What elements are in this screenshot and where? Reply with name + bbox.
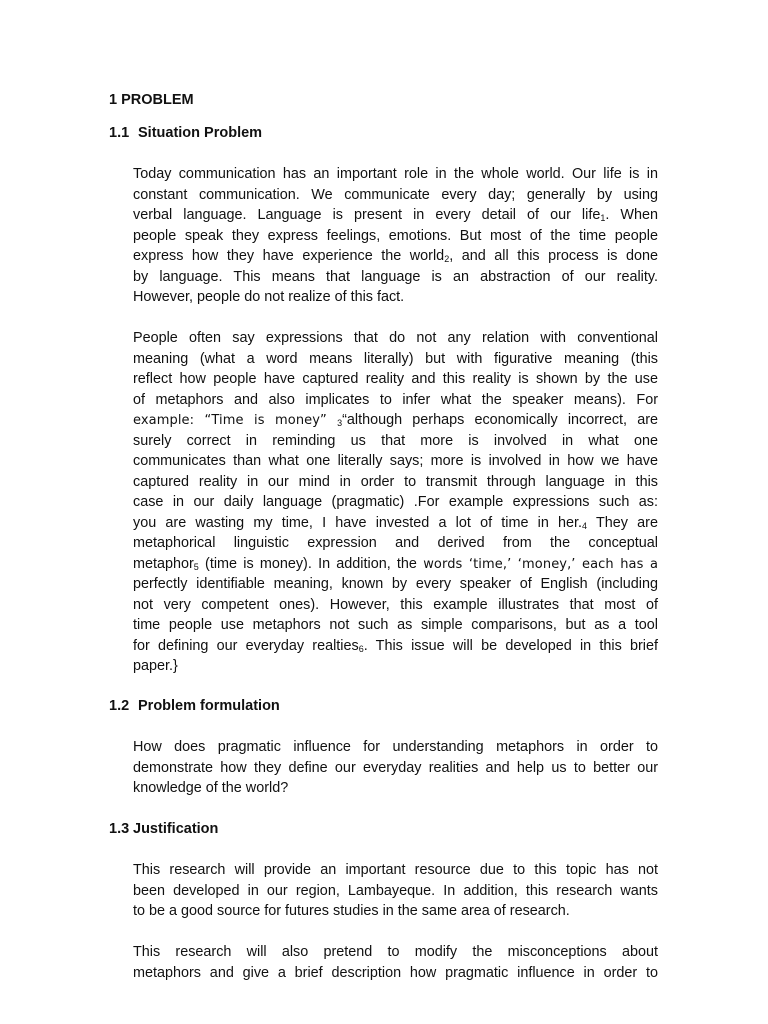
heading-problem-formulation: 1.2 Problem formulation [109,698,280,714]
heading-situation-problem: 1.1 Situation Problem [109,125,263,141]
formulation-paragraph: How does pragmatic influence for understanding metaphors in order to demonstrate how they define our everyday realities and help us to better our knowledge of the world? [133,739,658,796]
situation-paragraph-2: People often say expressions that do not any relation with conventional meaning (what a word means literally) but with figurative meaning (this reflect how people have captured reality and this reality is shown by the use of metaphors and also implicates to infer what the speaker means). For example: “Time is money” 3“although perhaps economically incorrect, are surely correct in reminding us that more is involved in what one communicates than what one literally says; more is involved in how we have captured reality in our mind in order to transmit through language in this case in our daily language (pragmatic) .For example expressions such as: you are wasting my time, I have invested a lot of time in her.4 They are metaphorical linguistic expression and derived from the conceptual metaphor5 (time is money). In addition, the words ‘time,’ ‘money,’ each has a perfectly identifiable meaning, known by every speaker of English (including not very competent ones). However, this example illustrates that most of time people use metaphors not such as simple comparisons, but as a tool for defining our everyday realties6. This issue will be developed in this brief paper.} [133,330,659,674]
justification-paragraph-2: This research will also pretend to modify the misconceptions about metaphors and give a brief description how pragmatic influence in order to [133,944,658,981]
heading-justification: 1.3 Justification [109,821,219,837]
footnote-ref-5: 5 [193,561,199,572]
footnote-ref-3: 3 [337,418,343,428]
footnote-ref-6: 6 [358,643,364,654]
footnote-ref-4: 4 [582,520,588,531]
footnote-ref-2: 2 [444,254,450,264]
footnote-ref-1: 1 [600,213,606,223]
situation-paragraph-1: Today communication has an important role in the whole world. Our life is in constant communication. We communicate every day; generally by using verbal language. Language is present in every detail of our life1. When people speak they express feelings, emotions. But most of the time people express how they have experience the world2, and all this process is done by language. This means that language is an abstraction of our reality. However, people do not realize of this fact. [133,166,659,305]
justification-paragraph-1: This research will provide an important resource due to this topic has not been developed in our region, Lambayeque. In addition, this research wants to be a good source for futures studies in the same area of research. [133,862,658,919]
heading-problem: 1 PROBLEM [109,92,194,108]
